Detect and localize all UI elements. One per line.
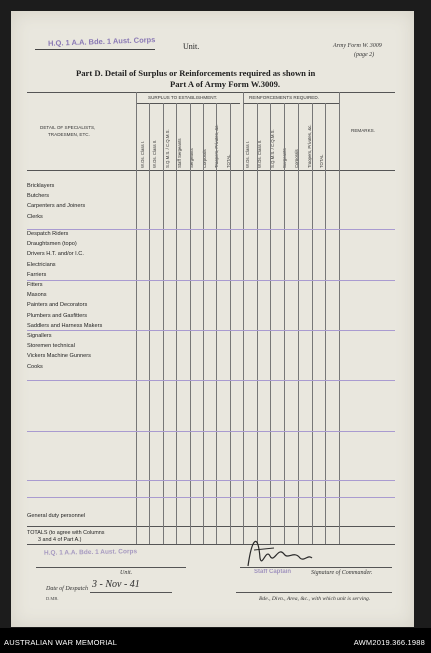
despatch-date-line (90, 592, 172, 593)
trade-row-label: Vickers Machine Gunners (27, 353, 91, 360)
dmb-code: D.MB. (46, 596, 59, 601)
trade-row-label: Drivers H.T. and/or I.C. (27, 251, 84, 258)
trade-row-label: Cooks (27, 363, 43, 370)
trade-row-label: Clerks (27, 213, 43, 220)
remarks-left-rule (339, 92, 340, 544)
despatch-date-value: 3 - Nov - 41 (92, 579, 140, 590)
surplus-col-header-2: W.Os. Class II. (152, 139, 158, 168)
commander-signature (240, 528, 320, 572)
surplus-col-header-3: S.Q.M.S. / C.Q.M.S. (164, 129, 170, 168)
surplus-header: SURPLUS TO ESTABLISHMENT. (148, 95, 218, 100)
remarks-header: REMARKS. (351, 128, 375, 133)
reinforcements-header: REINFORCEMENTS REQUIRED. (249, 95, 319, 100)
reinf-col-header-2: W.Os. Class II. (257, 139, 263, 168)
reinf-left-rule (243, 92, 244, 544)
trade-row-label: Plumbers and Gasfitters (27, 312, 88, 319)
surplus-col-rule (163, 103, 164, 544)
reinf-col-rule (312, 103, 313, 544)
reinf-col-rule (298, 103, 299, 544)
surplus-left-rule (136, 92, 137, 544)
trade-row-label: Carpenters and Joiners (27, 203, 86, 210)
unit-label: Unit. (183, 42, 200, 51)
form-title-line1: Part D. Detail of Surplus or Reinforcements required as shown in (76, 68, 316, 78)
signature-line (240, 567, 392, 568)
trade-row-label: Draughtsmen (topo) (27, 241, 77, 248)
trade-row-label: Electricians (27, 261, 56, 268)
general-duty-label: General duty personnel (27, 513, 86, 519)
reinf-col-header-5: Corporals (294, 149, 300, 168)
trade-row-label: Storemen technical (27, 343, 75, 350)
trade-row-label: Signallers (27, 333, 52, 339)
surplus-col-header-6: Corporals (201, 149, 207, 168)
purple-ruled-line (27, 480, 395, 481)
trade-row-label: Fitters (27, 282, 43, 288)
bde-label: Bde., Divn., Area, &c., with which unit is serving. (259, 596, 371, 602)
totals-label-line2: 3 and 4 of Part A.) (38, 537, 82, 543)
unit-stamp-bottom: H.Q. 1 A.A. Bde. 1 Aust. Corps (43, 548, 138, 557)
purple-ruled-line (27, 431, 395, 432)
surplus-col-rule (176, 103, 177, 544)
surplus-col-header-4: Staff Sergeants (176, 138, 182, 168)
trade-row-label: Farriers (27, 271, 47, 278)
archive-footer (0, 628, 431, 653)
reinf-col-header-6: Troopers, Privates, &c. (306, 124, 312, 168)
reinf-col-rule (270, 103, 271, 544)
unit-label-bottom: Unit. (120, 570, 133, 576)
staff-captain-stamp: Staff Captain (254, 569, 292, 575)
reinf-col-rule (325, 103, 326, 544)
unit-underline (35, 49, 155, 50)
purple-ruled-line (27, 229, 395, 230)
unit-stamp: H.Q. 1 A.A. Bde. 1 Aust. Corps (47, 35, 156, 48)
surplus-col-header-1: W.Os. Class I. (140, 140, 145, 168)
surplus-col-header-5: Sergeants (189, 148, 195, 168)
surplus-col-header-8: TOTAL (226, 154, 232, 168)
reinf-col-header-7: TOTAL (318, 154, 324, 168)
purple-ruled-line (27, 380, 395, 381)
surplus-col-rule (190, 103, 191, 544)
surplus-col-rule (149, 103, 150, 544)
surplus-col-header-7: Troopers, Privates, &c. (213, 124, 219, 168)
totals-label-line1: TOTALS (to agree with Columns (27, 530, 105, 536)
unit-line-bottom (36, 567, 186, 568)
despatch-date-label: Date of Despatch (46, 586, 88, 592)
reinf-col-header-3: S.Q.M.S. / C.Q.M.S. (269, 129, 275, 168)
detail-header-line1: DETAIL OF SPECIALISTS, (40, 125, 96, 130)
form-title-line2: Part A of Army Form W.3009. (170, 79, 281, 89)
reinf-col-header-1: W.Os. Class I. (245, 140, 250, 168)
signature-label: Signature of Commander. (311, 570, 373, 576)
footer-institution: AUSTRALIAN WAR MEMORIAL (4, 638, 118, 647)
reinf-col-header-4: Sergeants (281, 148, 287, 168)
surplus-subheader-rule (136, 103, 240, 104)
trade-row-label: Saddlers and Harness Makers (27, 322, 103, 329)
purple-ruled-line (27, 330, 395, 331)
trade-row-label: Painters and Decorators (27, 302, 88, 309)
surplus-col-rule (230, 103, 231, 544)
trade-row-label: Bricklayers (27, 183, 55, 189)
table-bottom-rule (27, 544, 395, 545)
footer-accession-number: AWM2019.366.1988 (353, 638, 425, 647)
bde-line (236, 592, 392, 593)
trade-row-label: Despatch Riders (27, 231, 69, 237)
trade-row-label: Masons (27, 292, 47, 299)
page-reference: (page 2) (354, 52, 375, 58)
trade-row-label: Butchers (27, 193, 50, 200)
purple-ruled-line (27, 280, 395, 281)
surplus-col-rule (203, 103, 204, 544)
purple-ruled-line (27, 497, 395, 498)
detail-header-line2: TRADESMEN, ETC. (48, 132, 90, 137)
form-reference: Army Form W. 3009 (333, 43, 382, 49)
reinf-col-rule (257, 103, 258, 544)
